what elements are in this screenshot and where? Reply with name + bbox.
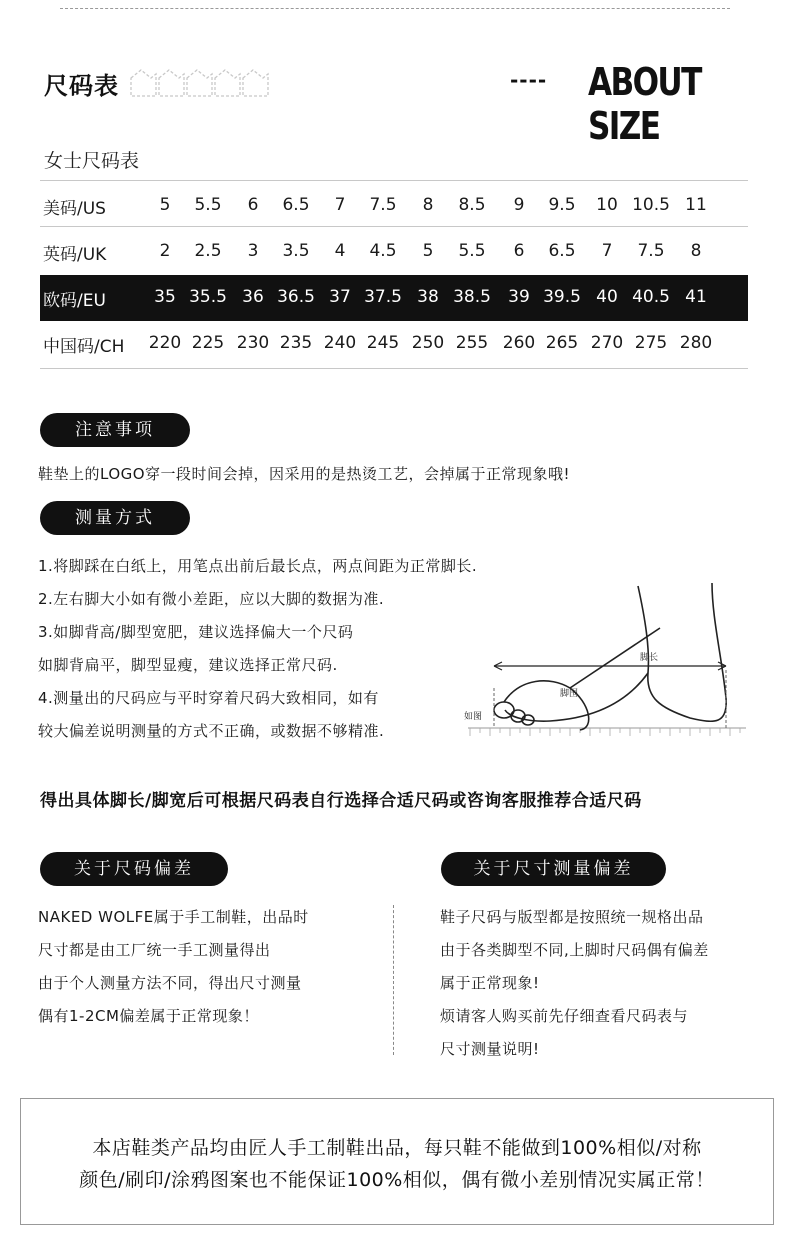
size-cell: 10 bbox=[596, 195, 618, 215]
shoe-box-decoration-icon bbox=[126, 64, 286, 104]
measure-line: 4.测量出的尺码应与平时穿着尺码大致相同，如有 bbox=[38, 689, 379, 707]
size-cell: 36.5 bbox=[277, 287, 315, 307]
foot-width-label: 脚围 bbox=[560, 689, 579, 699]
foot-outline-icon bbox=[494, 583, 726, 730]
size-cell: 6 bbox=[513, 241, 525, 261]
row-label: 美码/US bbox=[43, 199, 106, 219]
page-title-en: ABOUT SIZE bbox=[588, 60, 701, 148]
size-cell: 8 bbox=[690, 241, 702, 261]
size-cell: 41 bbox=[685, 287, 707, 307]
table-row bbox=[40, 183, 748, 229]
size-cell: 11 bbox=[685, 195, 707, 215]
table-divider bbox=[40, 180, 748, 181]
foot-measure-illustration bbox=[460, 578, 750, 748]
measure-line: 1.将脚踩在白纸上，用笔点出前后最长点，两点间距为正常脚长. bbox=[38, 557, 478, 575]
size-cell: 270 bbox=[590, 333, 624, 353]
notice-text: 鞋垫上的LOGO穿一段时间会掉，因采用的是热烫工艺，会掉属于正常现象哦! bbox=[38, 465, 571, 483]
size-cell: 5.5 bbox=[194, 195, 222, 215]
size-cell: 3.5 bbox=[282, 241, 310, 261]
row-label: 欧码/EU bbox=[43, 291, 106, 311]
size-cell: 7 bbox=[601, 241, 613, 261]
footer-line: 颜色/刷印/涂鸦图案也不能保证100%相似，偶有微小差别情况实属正常！ bbox=[79, 1169, 715, 1191]
size-deviation-line: 尺寸都是由工厂统一手工测量得出 bbox=[38, 941, 271, 959]
size-cell: 255 bbox=[455, 333, 489, 353]
size-cell: 220 bbox=[148, 333, 182, 353]
size-cell: 280 bbox=[679, 333, 713, 353]
measure-deviation-label: 关于尺寸测量偏差 bbox=[441, 852, 666, 886]
column-divider bbox=[393, 905, 394, 1055]
summary-text: 得出具体脚长/脚宽后可根据尺码表自行选择合适尺码或咨询客服推荐合适尺码 bbox=[40, 791, 642, 811]
table-divider bbox=[40, 368, 748, 369]
size-cell: 235 bbox=[279, 333, 313, 353]
size-cell: 6.5 bbox=[548, 241, 576, 261]
size-cell: 38.5 bbox=[453, 287, 491, 307]
size-cell: 7 bbox=[334, 195, 346, 215]
size-cell: 230 bbox=[236, 333, 270, 353]
measure-line: 2.左右脚大小如有微小差距，应以大脚的数据为准. bbox=[38, 590, 385, 608]
footer-disclaimer-box bbox=[20, 1098, 774, 1225]
size-cell: 5 bbox=[159, 195, 171, 215]
length-arrow-icon bbox=[494, 662, 726, 670]
size-cell: 275 bbox=[634, 333, 668, 353]
page-title-cn: 尺码表 bbox=[44, 72, 119, 100]
size-cell: 3 bbox=[247, 241, 259, 261]
size-cell: 40 bbox=[596, 287, 618, 307]
measure-line: 如脚背扁平，脚型显瘦，建议选择正常尺码. bbox=[38, 656, 338, 674]
size-cell: 10.5 bbox=[632, 195, 670, 215]
size-deviation-line: 偶有1-2CM偏差属于正常现象！ bbox=[38, 1007, 259, 1025]
row-label: 中国码/CH bbox=[43, 337, 125, 357]
size-cell: 5 bbox=[422, 241, 434, 261]
size-cell: 245 bbox=[366, 333, 400, 353]
size-cell: 38 bbox=[417, 287, 439, 307]
size-cell: 35 bbox=[154, 287, 176, 307]
size-cell: 2.5 bbox=[194, 241, 222, 261]
measure-deviation-line: 尺寸测量说明! bbox=[440, 1040, 540, 1058]
size-cell: 6 bbox=[247, 195, 259, 215]
size-cell: 7.5 bbox=[637, 241, 665, 261]
size-cell: 35.5 bbox=[189, 287, 227, 307]
row-label: 英码/UK bbox=[43, 245, 107, 265]
size-cell: 250 bbox=[411, 333, 445, 353]
size-cell: 37.5 bbox=[364, 287, 402, 307]
notice-label: 注意事项 bbox=[40, 413, 190, 447]
ruler-icon bbox=[468, 728, 746, 736]
size-cell: 4.5 bbox=[369, 241, 397, 261]
size-cell: 240 bbox=[323, 333, 357, 353]
measure-deviation-line: 属于正常现象! bbox=[440, 974, 540, 992]
measure-deviation-line: 鞋子尺码与版型都是按照统一规格出品 bbox=[440, 908, 704, 926]
size-cell: 40.5 bbox=[632, 287, 670, 307]
size-deviation-label: 关于尺码偏差 bbox=[40, 852, 228, 886]
size-cell: 36 bbox=[242, 287, 264, 307]
size-cell: 8 bbox=[422, 195, 434, 215]
measure-line: 较大偏差说明测量的方式不正确，或数据不够精准. bbox=[38, 722, 385, 740]
table-row bbox=[40, 275, 748, 321]
size-deviation-line: 由于个人测量方法不同，得出尺寸测量 bbox=[38, 974, 302, 992]
size-cell: 7.5 bbox=[369, 195, 397, 215]
size-deviation-line: NAKED WOLFE属于手工制鞋，出品时 bbox=[38, 908, 309, 926]
size-cell: 265 bbox=[545, 333, 579, 353]
top-divider bbox=[60, 8, 730, 9]
measure-line: 3.如脚背高/脚型宽肥，建议选择偏大一个尺码 bbox=[38, 623, 354, 641]
size-cell: 9.5 bbox=[548, 195, 576, 215]
measure-deviation-line: 由于各类脚型不同,上脚时尺码偶有偏差 bbox=[440, 941, 709, 959]
size-cell: 37 bbox=[329, 287, 351, 307]
size-cell: 260 bbox=[502, 333, 536, 353]
size-cell: 8.5 bbox=[458, 195, 486, 215]
measure-deviation-line: 烦请客人购买前先仔细查看尺码表与 bbox=[440, 1007, 689, 1025]
table-row bbox=[40, 229, 748, 275]
footer-line: 本店鞋类产品均由匠人手工制鞋出品，每只鞋不能做到100%相似/对称 bbox=[92, 1137, 702, 1159]
header-separator: ---- bbox=[510, 68, 548, 92]
table-row bbox=[40, 321, 748, 367]
size-cell: 225 bbox=[191, 333, 225, 353]
size-cell: 39.5 bbox=[543, 287, 581, 307]
size-cell: 6.5 bbox=[282, 195, 310, 215]
size-cell: 9 bbox=[513, 195, 525, 215]
measure-label: 测量方式 bbox=[40, 501, 190, 535]
size-cell: 4 bbox=[334, 241, 346, 261]
foot-length-label: 脚长 bbox=[640, 653, 659, 663]
size-cell: 2 bbox=[159, 241, 171, 261]
size-cell: 39 bbox=[508, 287, 530, 307]
size-cell: 5.5 bbox=[458, 241, 486, 261]
figure-example-label: 如图 bbox=[464, 712, 483, 722]
size-table-title: 女士尺码表 bbox=[44, 150, 140, 172]
